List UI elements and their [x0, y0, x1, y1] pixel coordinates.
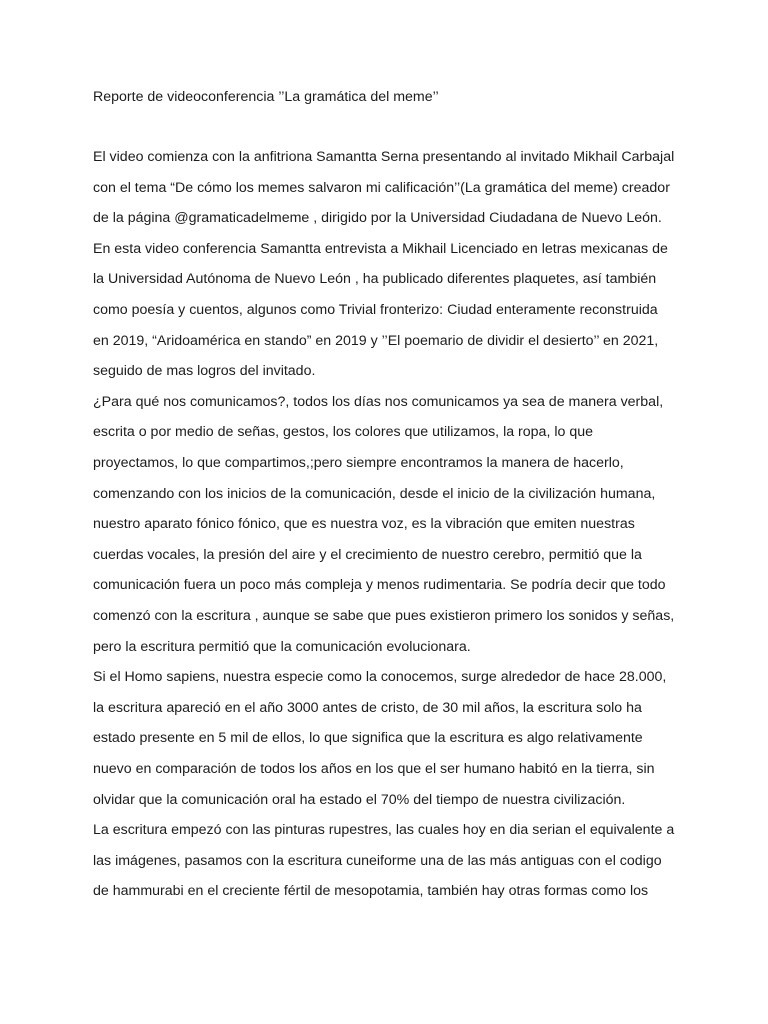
- document-title: Reporte de videoconferencia ’’La gramática del meme’’: [93, 89, 439, 105]
- body-line: de la página @gramaticadelmeme , dirigido por la Universidad Ciudadana de Nuevo León.: [93, 210, 662, 226]
- body-line: pero la escritura permitió que la comunicación evolucionara.: [93, 639, 471, 655]
- body-line: La escritura empezó con las pinturas rupestres, las cuales hoy en dia serian el equivalente a: [93, 822, 675, 838]
- body-line: Si el Homo sapiens, nuestra especie como la conocemos, surge alrededor de hace 28.000,: [93, 669, 667, 685]
- body-line: comenzando con los inicios de la comunicación, desde el inicio de la civilización humana,: [93, 486, 656, 502]
- body-line: cuerdas vocales, la presión del aire y el crecimiento de nuestro cerebro, permitió que la: [93, 547, 642, 563]
- body-line: comenzó con la escritura , aunque se sabe que pues existieron primero los sonidos y señas,: [93, 608, 675, 624]
- body-line: la escritura apareció en el año 3000 antes de cristo, de 30 mil años, la escritura solo ha: [93, 700, 642, 716]
- body-line: ¿Para qué nos comunicamos?, todos los días nos comunicamos ya sea de manera verbal,: [93, 394, 664, 410]
- body-line: proyectamos, lo que compartimos,;pero siempre encontramos la manera de hacerlo,: [93, 455, 624, 471]
- body-line: El video comienza con la anfitriona Samantta Serna presentando al invitado Mikhail Carbajal: [93, 149, 675, 165]
- body-line: con el tema “De cómo los memes salvaron mi calificación’’(La gramática del meme) creador: [93, 180, 670, 196]
- body-line: nuevo en comparación de todos los años en los que el ser humano habitó en la tierra, sin: [93, 761, 655, 777]
- body-line: olvidar que la comunicación oral ha estado el 70% del tiempo de nuestra civilización.: [93, 792, 626, 808]
- body-line: nuestro aparato fónico fónico, que es nuestra voz, es la vibración que emiten nuestras: [93, 516, 635, 532]
- body-line: escrita o por medio de señas, gestos, los colores que utilizamos, la ropa, lo que: [93, 424, 593, 440]
- body-line: seguido de mas logros del invitado.: [93, 363, 316, 379]
- body-line: de hammurabi en el creciente fértil de mesopotamia, también hay otras formas como los: [93, 883, 649, 899]
- body-line: como poesía y cuentos, algunos como Trivial fronterizo: Ciudad enteramente reconstruida: [93, 302, 658, 318]
- body-line: en 2019, “Aridoamérica en stando” en 2019 y ’’El poemario de dividir el desierto’’ en 2021,: [93, 333, 659, 349]
- body-line: estado presente en 5 mil de ellos, lo que significa que la escritura es algo relativamente: [93, 730, 643, 746]
- body-line: la Universidad Autónoma de Nuevo León , ha publicado diferentes plaquetes, así también: [93, 271, 657, 287]
- body-line: En esta video conferencia Samantta entrevista a Mikhail Licenciado en letras mexicanas de: [93, 241, 668, 257]
- body-line: comunicación fuera un poco más compleja y menos rudimentaria. Se podría decir que todo: [93, 577, 666, 593]
- body-line: las imágenes, pasamos con la escritura cuneiforme una de las más antiguas con el codigo: [93, 853, 662, 869]
